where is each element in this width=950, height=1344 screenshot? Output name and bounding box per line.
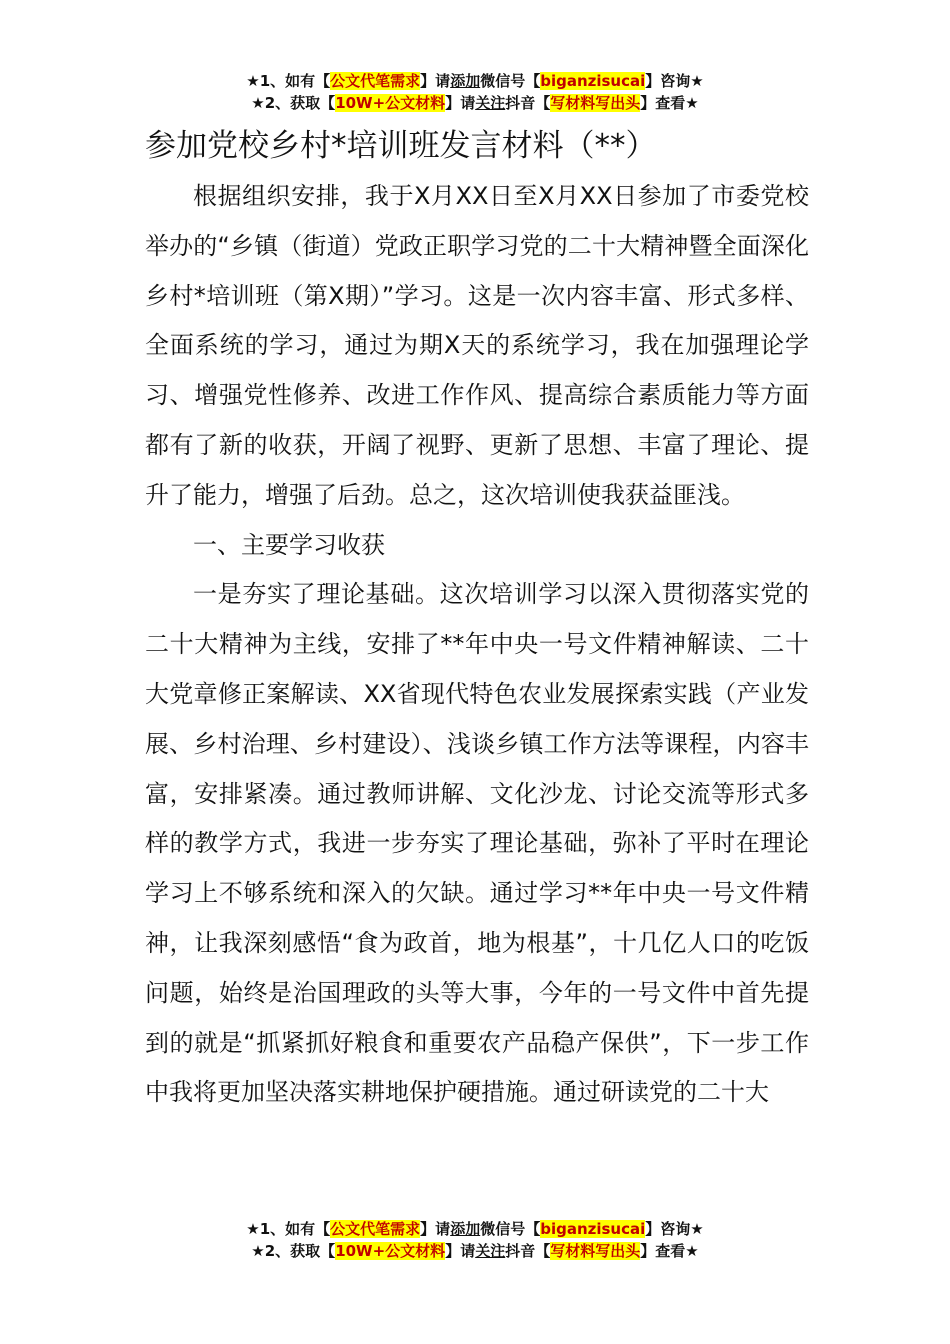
promo-highlight-service: 公文代笔需求 [330,72,421,90]
promo-highlight-service: 公文代笔需求 [330,1220,421,1238]
promo-line-1-mid: 】请 [420,72,451,90]
promo-line-2-mid2: 抖音【 [505,1242,551,1260]
promo-highlight-douyin-id: 写材料写出头 [550,1242,641,1260]
document-body [145,172,809,1118]
promo-line-2-mid2: 抖音【 [505,94,551,112]
promo-line-1-suffix: 】咨询★ [645,72,704,90]
promo-line-2-suffix: 】查看★ [640,1242,699,1260]
promo-underline-add: 添加 [450,1220,481,1238]
promo-line-1-mid2: 微信号【 [480,72,541,90]
promo-underline-follow: 关注 [475,1242,506,1260]
promo-highlight-douyin-id: 写材料写出头 [550,94,641,112]
promo-line-1 [0,70,950,92]
promo-line-1-prefix: ★1、如有【 [246,1220,331,1238]
document-title: 参加党校乡村*培训班发言材料（**） [145,128,657,164]
promo-banner-top [0,70,950,114]
paragraph-intro: 根据组织安排，我于X月XX日至X月XX日参加了市委党校举办的“乡镇（街道）党政正职学习党的二十大精神暨全面深化乡村*培训班（第X期）”学习。这是一次内容丰富、形式多样、全面系统的学习，通过为期X天的系统学习，我在加强理论学习、增强党性修养、改进工作作风、提高综合素质能力等方面都有了新的收获，开阔了视野、更新了思想、丰富了理论、提升了能力，增强了后劲。总之，这次培训使我获益匪浅。 [145,182,809,509]
promo-line-1-mid2: 微信号【 [480,1220,541,1238]
promo-line-2-prefix: ★2、获取【 [251,94,336,112]
promo-line-2-mid: 】请 [445,94,476,112]
promo-line-2 [0,92,950,114]
promo-highlight-materials: 10W+公文材料 [335,1242,446,1260]
promo-underline-add: 添加 [450,72,481,90]
promo-highlight-materials: 10W+公文材料 [335,94,446,112]
promo-underline-follow: 关注 [475,94,506,112]
promo-line-1-mid: 】请 [420,1220,451,1238]
promo-banner-bottom [0,1218,950,1262]
promo-highlight-wechat-id: biganzisucai [540,1220,646,1238]
promo-line-2-suffix: 】查看★ [640,94,699,112]
promo-line-1-suffix: 】咨询★ [645,1220,704,1238]
promo-line-2 [0,1240,950,1262]
promo-line-1 [0,1218,950,1240]
section-heading: 一、主要学习收获 [193,530,385,559]
promo-highlight-wechat-id: biganzisucai [540,72,646,90]
promo-line-2-mid: 】请 [445,1242,476,1260]
promo-line-2-prefix: ★2、获取【 [251,1242,336,1260]
paragraph-theory: 一是夯实了理论基础。这次培训学习以深入贯彻落实党的二十大精神为主线，安排了**年中央一号文件精神解读、二十大党章修正案解读、XX省现代特色农业发展探索实践（产业发展、乡村治理、乡村建设）、浅谈乡镇工作方法等课程，内容丰富，安排紧凑。通过教师讲解、文化沙龙、讨论交流等形式多样的教学方式，我进一步夯实了理论基础，弥补了平时在理论学习上不够系统和深入的欠缺。通过学习**年中央一号文件精神，让我深刻感悟“食为政首，地为根基”，十几亿人口的吃饭问题，始终是治国理政的头等大事，今年的一号文件中首先提到的就是“抓紧抓好粮食和重要农产品稳产保供”，下一步工作中我将更加坚决落实耕地保护硬措施。通过研读党的二十大 [145,580,809,1107]
promo-line-1-prefix: ★1、如有【 [246,72,331,90]
